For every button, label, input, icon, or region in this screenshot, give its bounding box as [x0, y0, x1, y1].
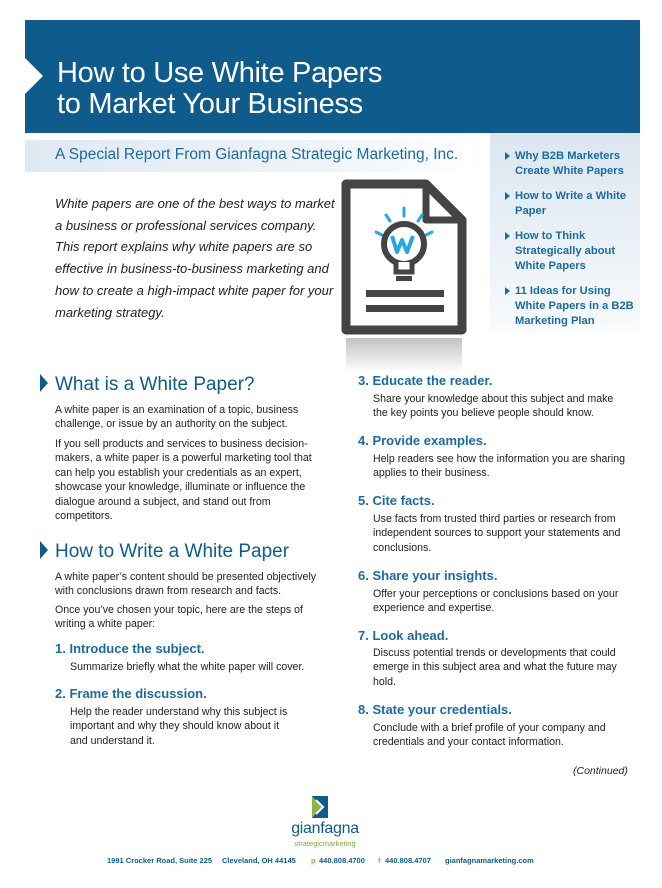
document-lightbulb-icon [330, 178, 480, 378]
title-line-1: How to Use White Papers [57, 57, 383, 89]
section2-paragraph-1: A white paper’s content should be presented objectively with conclusions drawn from research and facts. [55, 571, 317, 598]
footer-phone: 440.808.4700 [319, 856, 365, 865]
heading-arrow-icon [40, 374, 48, 392]
sidebar-item-label: How to Write a White Paper [515, 190, 627, 217]
sidebar-item-think-strategically[interactable] [505, 229, 635, 274]
section-heading-text: What is a White Paper? [55, 374, 255, 395]
sidebar-arrow-icon [505, 192, 510, 200]
step-heading-5: 5. Cite facts. [358, 493, 435, 508]
section-heading-how-to-write [40, 541, 289, 563]
page-title [57, 58, 617, 120]
logo-tagline: strategicmarketing [294, 839, 356, 848]
sidebar-item-label: Why B2B Marketers Create White Papers [515, 150, 624, 177]
step-body-6: Offer your perceptions or conclusions based on your experience and expertise. [373, 588, 619, 615]
step-heading-4: 4. Provide examples. [358, 433, 487, 448]
section-heading-what-is [40, 374, 255, 396]
gianfagna-logo-icon [312, 796, 328, 818]
step-body-3: Share your knowledge about this subject and make the key points you believe people should know. [373, 393, 614, 420]
section2-paragraph-2: Once you’ve chosen your topic, here are the steps of writing a white paper: [55, 604, 303, 631]
footer-website[interactable]: gianfagnamarketing.com [445, 856, 534, 865]
section1-paragraph-2: If you sell products and services to business decision-makers, a white paper is a powerful marketing tool that can help you establish your credentials as an expert, showcase your knowledge, illuminate or influence the dialogue around a subject, and stand out from competitors. [55, 438, 312, 523]
step-heading-2: 2. Frame the discussion. [55, 686, 207, 701]
step-heading-1: 1. Introduce the subject. [55, 641, 205, 656]
sidebar-item-label: 11 Ideas for Using White Papers in a B2B Marketing Plan [515, 285, 634, 327]
step-heading-6: 6. Share your insights. [358, 568, 498, 583]
step-body-8: Conclude with a brief profile of your company and credentials and your contact information. [373, 722, 606, 749]
sidebar-item-why-b2b[interactable] [505, 149, 635, 179]
heading-arrow-icon [40, 541, 48, 559]
step-body-1: Summarize briefly what the white paper will cover. [70, 661, 305, 673]
footer-fax: 440.808.4707 [385, 856, 431, 865]
sidebar-item-how-to-write[interactable] [505, 189, 635, 219]
section1-paragraph-1: A white paper is an examination of a topic, business challenge, or issue by an authority on the subject. [55, 404, 299, 431]
step-body-5: Use facts from trusted third parties or research from independent sources to support your statements and conclusions. [373, 513, 621, 554]
footer-city: Cleveland, OH 44145 [222, 856, 296, 865]
step-body-2: Help the reader understand why this subject is important and why they should know about it and understand it. [70, 706, 288, 747]
logo-wordmark: gianfagna [291, 820, 359, 837]
step-heading-3: 3. Educate the reader. [358, 373, 493, 388]
step-body-7: Discuss potential trends or developments that could emerge in this subject area and what the future may hold. [373, 647, 617, 688]
sidebar-arrow-icon [505, 232, 510, 240]
footer-phone-label: p [311, 856, 316, 865]
sidebar-item-label: How to Think Strategically about White Papers [515, 230, 616, 272]
step-heading-7: 7. Look ahead. [358, 628, 449, 643]
step-body-4: Help readers see how the information you are sharing applies to their business. [373, 453, 626, 480]
footer-fax-label: f [378, 856, 381, 865]
step-heading-8: 8. State your credentials. [358, 702, 512, 717]
section-heading-text: How to Write a White Paper [55, 541, 290, 562]
footer-address: 1991 Crocker Road, Suite 225 [107, 856, 213, 865]
title-line-2: to Market Your Business [57, 88, 363, 120]
sidebar-arrow-icon [505, 287, 510, 295]
sidebar-arrow-icon [505, 152, 510, 160]
sidebar-item-11-ideas[interactable] [505, 284, 635, 329]
banner-arrow-icon [25, 58, 43, 94]
intro-paragraph: White papers are one of the best ways to market a business or professional services company. This report explains why white papers are so effective in business-to-business marketing and how to create a high-impact white paper for your marketing strategy. [55, 196, 335, 320]
continued-note: (Continued) [573, 765, 628, 777]
report-subtitle: A Special Report From Gianfagna Strategic Marketing, Inc. [55, 146, 459, 163]
